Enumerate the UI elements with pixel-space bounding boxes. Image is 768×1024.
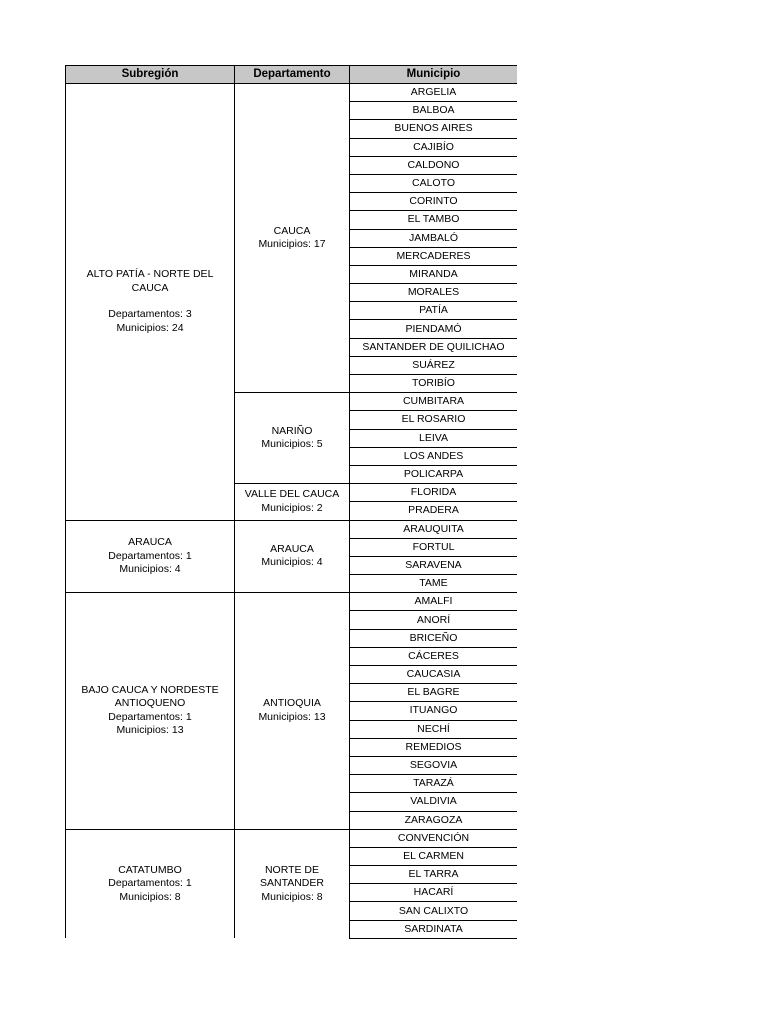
municipio-cell: SARAVENA bbox=[350, 556, 518, 574]
municipio-cell: AMALFI bbox=[350, 593, 518, 611]
departamento-cell bbox=[235, 484, 350, 520]
subregion-departamentos-count: Departamentos: 1 bbox=[108, 877, 192, 890]
municipio-cell: PRADERA bbox=[350, 502, 518, 520]
departamento-municipios-count: Municipios: 4 bbox=[261, 556, 323, 569]
municipio-cell: VALDIVIA bbox=[350, 793, 518, 811]
municipio-cell: PIENDAMÓ bbox=[350, 320, 518, 338]
municipio-cell: LEIVA bbox=[350, 429, 518, 447]
departamento-cell bbox=[235, 393, 350, 484]
municipio-cell: BUENOS AIRES bbox=[350, 120, 518, 138]
departamento-cell bbox=[235, 593, 350, 829]
departamento-cell bbox=[235, 829, 350, 938]
departamento-municipios-count: Municipios: 13 bbox=[258, 710, 326, 723]
departamento-municipios-count: Municipios: 5 bbox=[261, 438, 323, 451]
header-departamento: Departamento bbox=[235, 66, 350, 84]
subregion-departamentos-count: Departamentos: 3 bbox=[108, 308, 192, 321]
municipio-cell: ZARAGOZA bbox=[350, 811, 518, 829]
municipio-cell: POLICARPA bbox=[350, 465, 518, 483]
subregion-municipios-count: Municipios: 4 bbox=[119, 563, 181, 576]
municipio-cell: BALBOA bbox=[350, 102, 518, 120]
municipio-cell: EL ROSARIO bbox=[350, 411, 518, 429]
municipio-cell: CORINTO bbox=[350, 193, 518, 211]
municipios-table-sheet bbox=[65, 65, 517, 942]
departamento-name: NORTE DE SANTANDER bbox=[260, 863, 324, 890]
departamento-name: VALLE DEL CAUCA bbox=[244, 488, 340, 501]
municipios-table bbox=[65, 65, 517, 939]
municipio-cell: EL CARMEN bbox=[350, 847, 518, 865]
municipio-cell: CAJIBÍO bbox=[350, 138, 518, 156]
departamento-municipios-count: Municipios: 8 bbox=[261, 890, 323, 903]
municipio-cell: SARDINATA bbox=[350, 920, 518, 938]
subregion-departamentos-count: Departamentos: 1 bbox=[108, 549, 192, 562]
municipio-cell: LOS ANDES bbox=[350, 447, 518, 465]
departamento-name: ARAUCA bbox=[270, 542, 314, 555]
municipio-cell: EL TARRA bbox=[350, 866, 518, 884]
municipio-cell: PATÍA bbox=[350, 302, 518, 320]
table-row bbox=[66, 829, 518, 847]
subregion-name: ALTO PATÍA - NORTE DEL CAUCA bbox=[86, 268, 214, 294]
subregion-cell bbox=[66, 593, 235, 829]
municipio-cell: TORIBÍO bbox=[350, 375, 518, 393]
subregion-name: CATATUMBO bbox=[118, 863, 182, 876]
header-municipio: Municipio bbox=[350, 66, 518, 84]
spacer bbox=[70, 295, 230, 308]
municipio-cell: TARAZÁ bbox=[350, 775, 518, 793]
table-row bbox=[66, 520, 518, 538]
subregion-name: ARAUCA bbox=[128, 536, 172, 549]
municipio-cell: HACARÍ bbox=[350, 884, 518, 902]
municipio-cell: MIRANDA bbox=[350, 265, 518, 283]
subregion-municipios-count: Municipios: 24 bbox=[116, 321, 184, 334]
municipio-cell: SEGOVIA bbox=[350, 756, 518, 774]
subregion-departamentos-count: Departamentos: 1 bbox=[108, 710, 192, 723]
municipio-cell: ANORÍ bbox=[350, 611, 518, 629]
departamento-cell bbox=[235, 520, 350, 593]
municipio-cell: REMEDIOS bbox=[350, 738, 518, 756]
municipio-cell: CAUCASIA bbox=[350, 666, 518, 684]
municipio-cell: CALOTO bbox=[350, 174, 518, 192]
table-row bbox=[66, 593, 518, 611]
municipio-cell: EL BAGRE bbox=[350, 684, 518, 702]
departamento-municipios-count: Municipios: 17 bbox=[258, 238, 326, 251]
table-row bbox=[66, 84, 518, 102]
subregion-municipios-count: Municipios: 13 bbox=[116, 724, 184, 737]
departamento-municipios-count: Municipios: 2 bbox=[261, 501, 323, 514]
subregion-cell bbox=[66, 829, 235, 938]
subregion-name: BAJO CAUCA Y NORDESTE ANTIOQUENO bbox=[81, 683, 219, 710]
municipio-cell: EL TAMBO bbox=[350, 211, 518, 229]
table-body bbox=[66, 84, 518, 939]
departamento-name: ANTIOQUIA bbox=[263, 697, 321, 710]
municipio-cell: FORTUL bbox=[350, 538, 518, 556]
municipio-cell: CALDONO bbox=[350, 156, 518, 174]
municipio-cell: ITUANGO bbox=[350, 702, 518, 720]
municipio-cell: SANTANDER DE QUILICHAO bbox=[350, 338, 518, 356]
departamento-name: NARIÑO bbox=[271, 424, 313, 437]
municipio-cell: NECHÍ bbox=[350, 720, 518, 738]
municipio-cell: SAN CALIXTO bbox=[350, 902, 518, 920]
subregion-cell bbox=[66, 520, 235, 593]
municipio-cell: CÁCERES bbox=[350, 647, 518, 665]
subregion-municipios-count: Municipios: 8 bbox=[119, 890, 181, 903]
departamento-name: CAUCA bbox=[273, 224, 311, 237]
municipio-cell: MORALES bbox=[350, 284, 518, 302]
municipio-cell: SUÁREZ bbox=[350, 356, 518, 374]
municipio-cell: BRICEÑO bbox=[350, 629, 518, 647]
municipio-cell: MERCADERES bbox=[350, 247, 518, 265]
subregion-cell bbox=[66, 84, 235, 521]
municipio-cell: CUMBITARA bbox=[350, 393, 518, 411]
municipio-cell: TAME bbox=[350, 575, 518, 593]
municipio-cell: ARAUQUITA bbox=[350, 520, 518, 538]
municipio-cell: FLORIDA bbox=[350, 484, 518, 502]
header-subregion: Subregión bbox=[66, 66, 235, 84]
header-row bbox=[66, 66, 518, 84]
departamento-cell bbox=[235, 84, 350, 393]
municipio-cell: JAMBALÓ bbox=[350, 229, 518, 247]
municipio-cell: CONVENCIÓN bbox=[350, 829, 518, 847]
municipio-cell: ARGELIA bbox=[350, 84, 518, 102]
